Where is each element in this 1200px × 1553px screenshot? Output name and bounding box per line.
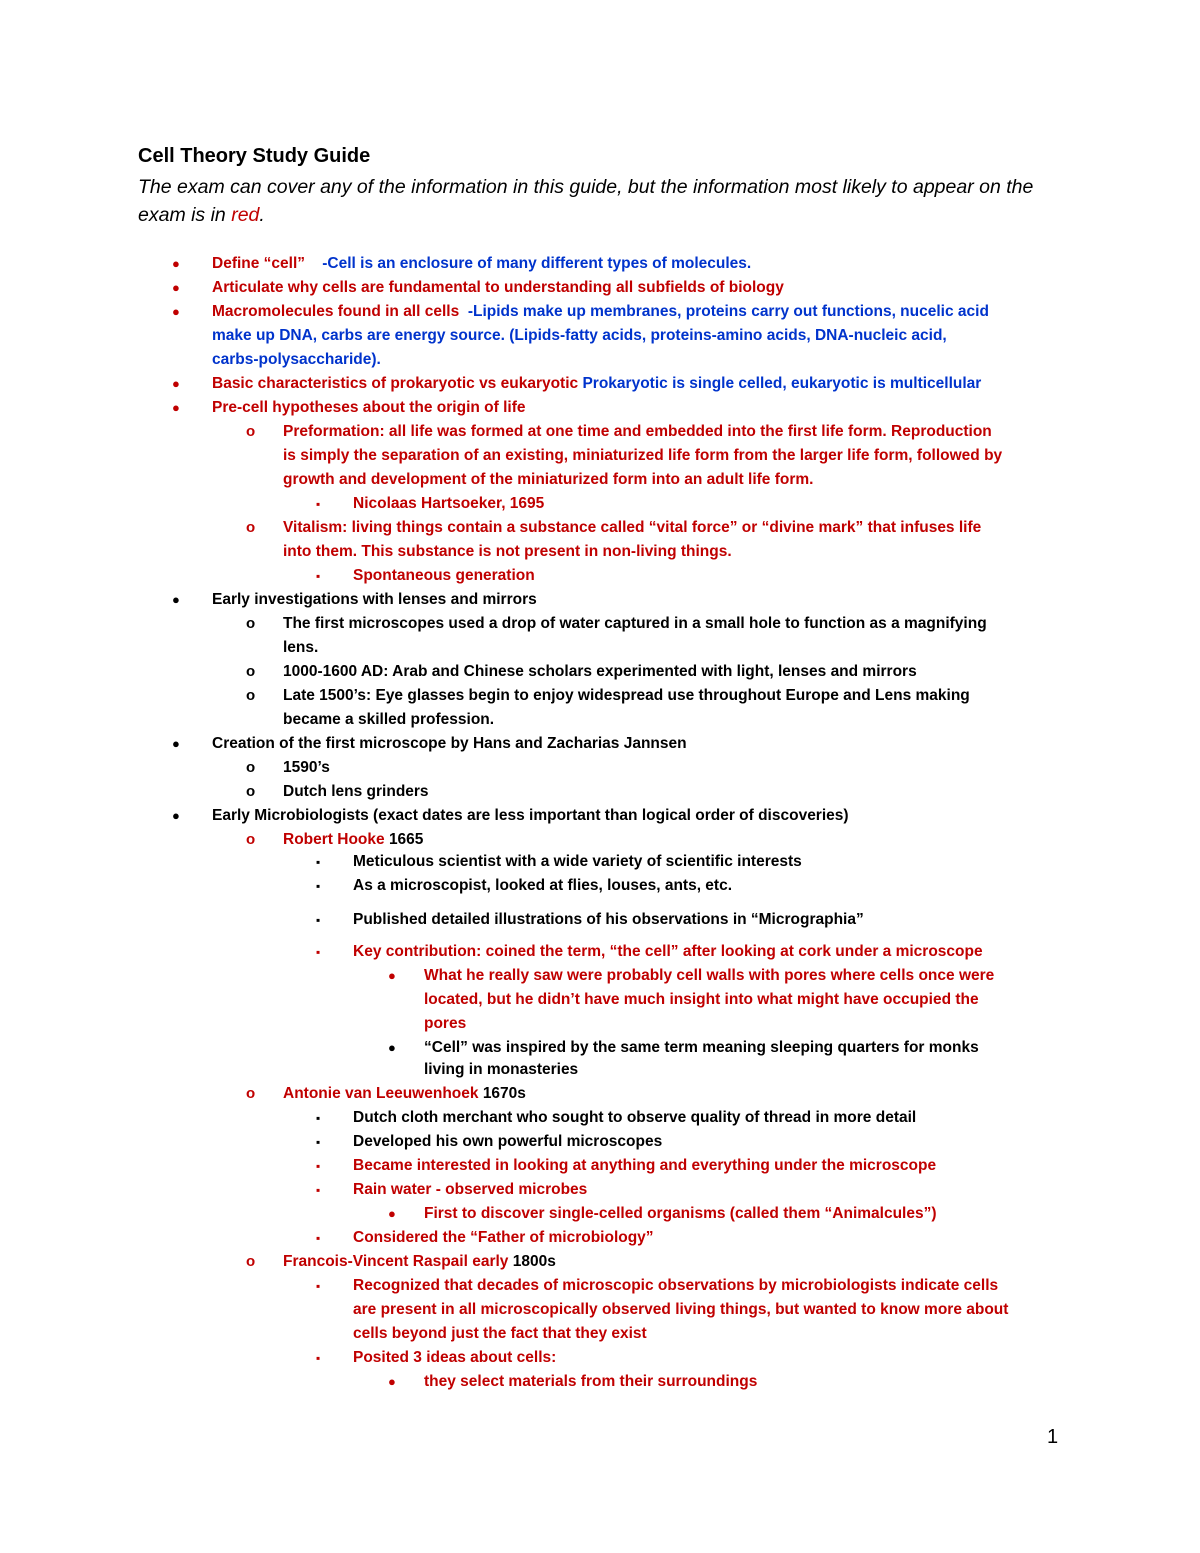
- outline-item: [212, 804, 849, 828]
- outline-item: [283, 780, 429, 804]
- bullet-marker: o: [246, 687, 256, 704]
- outline-item: [212, 300, 989, 324]
- outline-text: Robert Hooke: [283, 831, 389, 848]
- outline-line-continuation: [424, 1012, 466, 1036]
- intro-main: The exam can cover any of the information in this guide, but the information most likely to appear on the exam is in: [138, 176, 1034, 226]
- bullet-marker: ▪: [316, 1279, 321, 1293]
- bullet-marker: o: [246, 759, 256, 776]
- bullet-marker: o: [246, 423, 256, 440]
- outline-item: [212, 732, 687, 756]
- outline-text: they select materials from their surroundings: [424, 1373, 758, 1390]
- bullet-marker: ●: [172, 736, 180, 751]
- outline-text: are present in all microscopically observed living things, but wanted to know more about: [353, 1301, 1009, 1318]
- outline-text: Recognized that decades of microscopic observations by microbiologists indicate cells: [353, 1277, 999, 1294]
- outline-text: became a skilled profession.: [283, 711, 495, 728]
- outline-text: 1590’s: [283, 759, 330, 776]
- outline-item: [283, 684, 970, 708]
- outline-text: lens.: [283, 639, 319, 656]
- bullet-marker: ▪: [316, 1231, 321, 1245]
- outline-text: Key contribution: coined the term, “the cell” after looking at cork under a microscope: [353, 943, 983, 960]
- bullet-marker: o: [246, 519, 256, 536]
- outline-text: 1665: [388, 831, 424, 848]
- bullet-marker: ▪: [316, 497, 321, 511]
- outline-text: Macromolecules found in all cells: [212, 303, 464, 320]
- bullet-marker: ▪: [316, 569, 321, 583]
- outline-line-continuation: [283, 540, 732, 564]
- outline-item: [424, 1036, 979, 1060]
- outline-item: [353, 1130, 662, 1154]
- outline-item: [212, 276, 784, 300]
- outline-item: [283, 612, 987, 636]
- outline-line-continuation: [212, 348, 381, 372]
- outline-text: 1670s: [482, 1085, 526, 1102]
- bullet-marker: o: [246, 1253, 256, 1270]
- outline-text: Dutch cloth merchant who sought to observe quality of thread in more detail: [353, 1109, 917, 1126]
- bullet-marker: ●: [172, 304, 180, 319]
- bullet-marker: ●: [388, 1374, 396, 1389]
- bullet-marker: ▪: [316, 945, 321, 959]
- bullet-marker: ▪: [316, 1183, 321, 1197]
- intro-red-word: red: [231, 204, 260, 226]
- bullet-marker: ▪: [316, 879, 321, 893]
- outline-text: Pre-cell hypotheses about the origin of life: [212, 399, 526, 416]
- bullet-marker: o: [246, 615, 256, 632]
- outline-item: [283, 660, 917, 684]
- bullet-marker: ●: [172, 376, 180, 391]
- outline-text: carbs-polysaccharide).: [212, 351, 381, 368]
- outline-text: Creation of the first microscope by Hans and Zacharias Jannsen: [212, 735, 687, 752]
- outline-text: -Lipids make up membranes, proteins carry out functions, nucelic acid: [463, 303, 989, 320]
- outline-text: Early Microbiologists (exact dates are less important than logical order of discoveries): [212, 807, 849, 824]
- outline-text: Considered the “Father of microbiology”: [353, 1229, 654, 1246]
- outline-text: Posited 3 ideas about cells:: [353, 1349, 557, 1366]
- outline-item: [353, 1154, 936, 1178]
- outline-text: 1000-1600 AD: Arab and Chinese scholars experimented with light, lenses and mirrors: [283, 663, 917, 680]
- outline-item: [353, 564, 535, 588]
- outline-line-continuation: [353, 1298, 1008, 1322]
- outline-line-continuation: [353, 1322, 647, 1346]
- bullet-marker: ●: [388, 1206, 396, 1221]
- outline-item: [283, 828, 423, 852]
- outline-text: is simply the separation of an existing, miniaturized life form from the larger life form, followed by: [283, 447, 1003, 464]
- outline-text: The first microscopes used a drop of water captured in a small hole to function as a magnifying: [283, 615, 987, 632]
- outline-text: Preformation: all life was formed at one time and embedded into the first life form. Reproduction: [283, 423, 992, 440]
- page-title: Cell Theory Study Guide: [138, 145, 371, 167]
- bullet-marker: o: [246, 663, 256, 680]
- bullet-marker: ●: [388, 968, 396, 983]
- outline-text: located, but he didn’t have much insight into what might have occupied the: [424, 991, 979, 1008]
- outline-item: [212, 588, 537, 612]
- outline-item: [283, 756, 330, 780]
- bullet-marker: ●: [172, 592, 180, 607]
- outline-text: Rain water - observed microbes: [353, 1181, 588, 1198]
- outline-text: Late 1500’s: Eye glasses begin to enjoy widespread use throughout Europe and Lens making: [283, 687, 970, 704]
- bullet-marker: ●: [172, 280, 180, 295]
- outline-item: [353, 850, 802, 874]
- bullet-marker: ▪: [316, 1351, 321, 1365]
- bullet-marker: ▪: [316, 1111, 321, 1125]
- outline-text: cells beyond just the fact that they exist: [353, 1325, 647, 1342]
- outline-text: “Cell” was inspired by the same term meaning sleeping quarters for monks: [424, 1039, 979, 1056]
- outline-text: pores: [424, 1015, 467, 1032]
- bullet-marker: ●: [172, 808, 180, 823]
- outline-text: Developed his own powerful microscopes: [353, 1133, 663, 1150]
- outline-item: [212, 252, 751, 276]
- outline-text: Became interested in looking at anything and everything under the microscope: [353, 1157, 937, 1174]
- outline-line-continuation: [424, 988, 979, 1012]
- bullet-marker: ●: [388, 1040, 396, 1055]
- outline-line-continuation: [283, 708, 494, 732]
- outline-item: [424, 964, 994, 988]
- bullet-marker: o: [246, 831, 256, 848]
- outline-text: Dutch lens grinders: [283, 783, 429, 800]
- bullet-marker: o: [246, 1085, 256, 1102]
- outline-item: [353, 1178, 587, 1202]
- outline-item: [353, 1274, 998, 1298]
- outline-item: [353, 874, 732, 898]
- outline-item: [353, 1346, 556, 1370]
- outline-text: Meticulous scientist with a wide variety of scientific interests: [353, 853, 802, 870]
- outline-item: [283, 516, 981, 540]
- bullet-marker: ●: [172, 400, 180, 415]
- outline-line-continuation: [283, 468, 813, 492]
- outline-line-continuation: [212, 324, 947, 348]
- page-number: 1: [1047, 1426, 1059, 1448]
- outline-text: Nicolaas Hartsoeker, 1695: [353, 495, 545, 512]
- outline-text: Articulate why cells are fundamental to understanding all subfields of biology: [212, 279, 784, 296]
- bullet-marker: o: [246, 783, 256, 800]
- outline-item: [353, 492, 544, 516]
- outline-item: [283, 420, 992, 444]
- outline-text: Spontaneous generation: [353, 567, 535, 584]
- outline-text: 1800s: [512, 1253, 556, 1270]
- outline-text: First to discover single-celled organisms (called them “Animalcules”): [424, 1205, 937, 1222]
- outline-text: Antonie van Leeuwenhoek: [283, 1085, 483, 1102]
- outline-text: Early investigations with lenses and mirrors: [212, 591, 537, 608]
- outline-item: [283, 1250, 556, 1274]
- outline-text: What he really saw were probably cell walls with pores where cells once were: [424, 967, 995, 984]
- outline-text: Published detailed illustrations of his observations in “Micrographia”: [353, 911, 864, 928]
- outline-text: make up DNA, carbs are energy source. (Lipids-fatty acids, proteins-amino acids, DNA-nucleic acid,: [212, 327, 947, 344]
- outline-item: [353, 908, 864, 932]
- outline-item: [424, 1202, 937, 1226]
- outline-text: growth and development of the miniaturized form into an adult life form.: [283, 471, 814, 488]
- outline-line-continuation: [424, 1058, 578, 1082]
- outline-text: Vitalism: living things contain a substance called “vital force” or “divine mark” that infuses life: [283, 519, 982, 536]
- intro-text: [138, 173, 1038, 229]
- outline-item: [212, 372, 981, 396]
- outline-item: [283, 1082, 526, 1106]
- bullet-marker: ▪: [316, 1159, 321, 1173]
- outline-text: into them. This substance is not present in non-living things.: [283, 543, 732, 560]
- bullet-marker: ▪: [316, 913, 321, 927]
- outline-text: Francois-Vincent Raspail early: [283, 1253, 513, 1270]
- bullet-marker: ▪: [316, 855, 321, 869]
- outline-text: Prokaryotic is single celled, eukaryotic is multicellular: [582, 375, 982, 392]
- outline-item: [353, 940, 983, 964]
- outline-text: Basic characteristics of prokaryotic vs eukaryotic: [212, 375, 583, 392]
- bullet-marker: ▪: [316, 1135, 321, 1149]
- intro-end: .: [259, 204, 265, 226]
- outline-item: [353, 1106, 916, 1130]
- outline-text: living in monasteries: [424, 1061, 579, 1078]
- outline-line-continuation: [283, 444, 1002, 468]
- outline-text: Define “cell”: [212, 255, 306, 272]
- outline-text: As a microscopist, looked at flies, louses, ants, etc.: [353, 877, 733, 894]
- outline-item: [353, 1226, 654, 1250]
- outline-item: [212, 396, 526, 420]
- outline-item: [424, 1370, 757, 1394]
- outline-line-continuation: [283, 636, 318, 660]
- bullet-marker: ●: [172, 256, 180, 271]
- outline-text: -Cell is an enclosure of many different types of molecules.: [305, 255, 752, 272]
